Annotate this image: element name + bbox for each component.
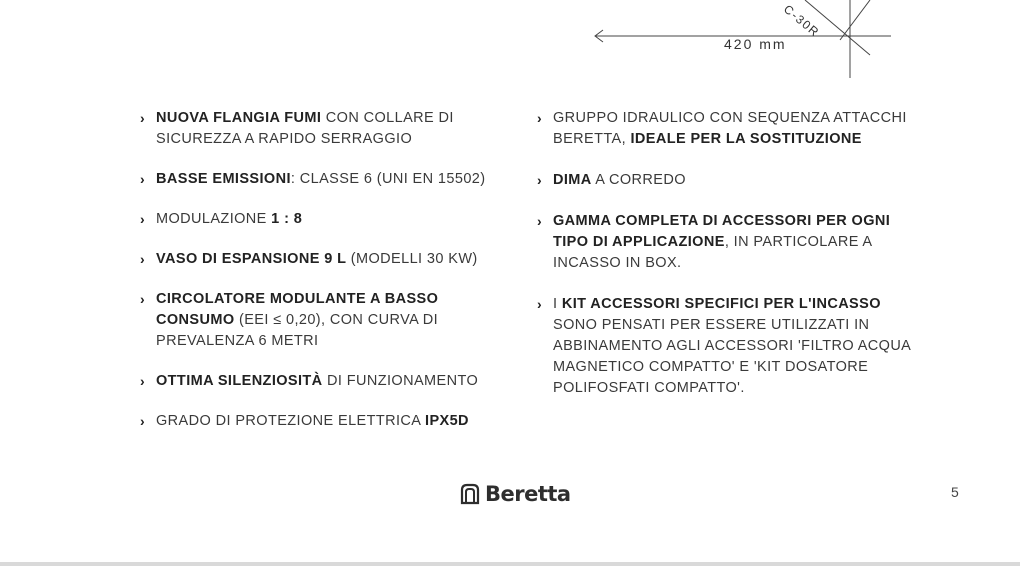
beretta-emblem-icon [458,482,482,506]
feature-item [140,108,520,150]
feature-text: (MODELLI 30 KW) [346,251,478,267]
chevron-right-icon: › [140,110,146,126]
feature-text: I [553,296,562,312]
dimension-label: 420 mm [724,36,787,52]
features-list-left [140,108,520,432]
feature-text-bold: GAMMA COMPLETA DI ACCESSORI PER OGNI TIPO DI APPLICAZIONE [553,213,891,250]
feature-item [140,371,520,392]
page-number: 5 [951,484,959,500]
chevron-right-icon: › [140,171,146,187]
rotated-dimension-label: C-30R [781,2,823,40]
chevron-right-icon: › [140,211,146,227]
feature-text: GRUPPO IDRAULICO CON SEQUENZA ATTACCHI BERETTA, [553,110,907,147]
page-bottom-border [0,562,1020,566]
feature-text-bold: IPX5D [425,413,469,429]
feature-text-bold: NUOVA FLANGIA FUMI [156,110,322,126]
feature-item [537,294,917,399]
feature-text: A CORREDO [591,172,686,188]
feature-item [140,169,520,190]
feature-text: : CLASSE 6 (UNI EN 15502) [290,171,486,187]
feature-item [537,211,917,274]
feature-item [140,289,520,352]
feature-text-bold: KIT ACCESSORI SPECIFICI PER L'INCASSO [561,296,881,312]
chevron-right-icon: › [537,296,543,312]
feature-text-bold: OTTIMA SILENZIOSITÀ [156,373,323,389]
feature-item [140,249,520,270]
feature-text: (EEI ≤ 0,20), CON CURVA DI PREVALENZA 6 METRI [156,312,439,349]
brand-logo [458,481,571,507]
feature-item [140,411,520,432]
feature-item [537,170,917,191]
feature-text-bold: DIMA [553,172,592,188]
features-list-right [537,108,917,399]
feature-text-bold: IDEALE PER LA SOSTITUZIONE [630,131,862,147]
chevron-right-icon: › [537,110,543,126]
feature-text: GRADO DI PROTEZIONE ELETTRICA [156,413,426,429]
feature-text-bold: CIRCOLATORE MODULANTE A BASSO CONSUMO [156,291,439,328]
feature-text: , IN PARTICOLARE A INCASSO IN BOX. [553,234,872,271]
feature-text: SONO PENSATI PER ESSERE UTILIZZATI IN ABBINAMENTO AGLI ACCESSORI 'FILTRO ACQUA MAGNETICO COMPATTO' E 'KIT DOSATORE POLIFOSFATI COMPATTO'. [553,317,911,396]
feature-text: CON COLLARE DI SICUREZZA A RAPIDO SERRAGGIO [156,110,454,147]
feature-text-bold: BASSE EMISSIONI [156,171,291,187]
chevron-right-icon: › [140,291,146,307]
feature-text: MODULAZIONE [156,211,272,227]
feature-item [140,209,520,230]
chevron-right-icon: › [140,251,146,267]
chevron-right-icon: › [140,373,146,389]
chevron-right-icon: › [537,213,543,229]
feature-text: DI FUNZIONAMENTO [322,373,479,389]
chevron-right-icon: › [537,172,543,188]
feature-text-bold: 1 : 8 [271,211,303,227]
feature-item [537,108,917,150]
diagonal-line [840,0,870,40]
brand-name: Beretta [485,482,571,506]
feature-text-bold: VASO DI ESPANSIONE 9 L [156,251,347,267]
chevron-right-icon: › [140,413,146,429]
